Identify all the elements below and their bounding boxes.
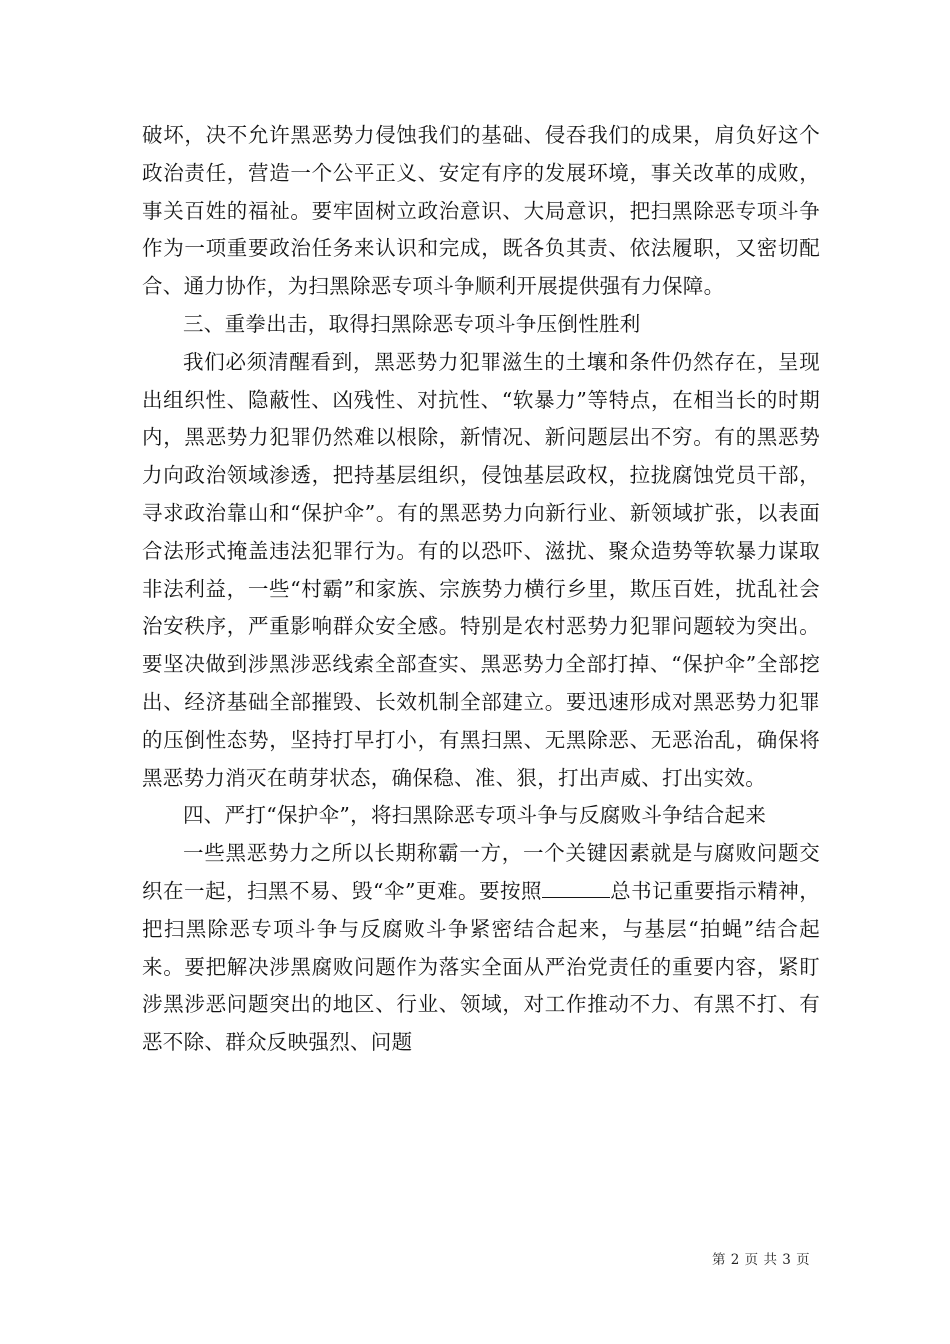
paragraph-section-3: 我们必须清醒看到，黑恶势力犯罪滋生的土壤和条件仍然存在，呈现出组织性、隐蔽性、凶残性、对抗性、“软暴力”等特点，在相当长的时期内，黑恶势力犯罪仍然难以根除，新情况、新问题层出不穷。有的黑恶势力向政治领域渗透，把持基层组织，侵蚀基层政权，拉拢腐蚀党员干部，寻求政治靠山和“保护伞”。有的黑恶势力向新行业、新领域扩张，以表面合法形式掩盖违法犯罪行为。有的以恐吓、滋扰、聚众造势等软暴力谋取非法利益，一些“村霸”和家族、宗族势力横行乡里，欺压百姓，扰乱社会治安秩序，严重影响群众安全感。特别是农村恶势力犯罪问题较为突出。要坚决做到涉黑涉恶线索全部查实、黑恶势力全部打掉、“保护伞”全部挖出、经济基础全部摧毁、长效机制全部建立。要迅速形成对黑恶势力犯罪的压倒性态势，坚持打早打小，有黑扫黑、无黑除恶、无恶治乱，确保将黑恶势力消灭在萌芽状态，确保稳、准、狠，打出声威、打出实效。 [142,349,820,790]
paragraph-continuation: 破坏，决不允许黑恶势力侵蚀我们的基础、侵吞我们的成果，肩负好这个政治责任，营造一个公平正义、安定有序的发展环境，事关改革的成败，事关百姓的福祉。要牢固树立政治意识、大局意识，把扫黑除恶专项斗争作为一项重要政治任务来认识和完成，既各负其责、依法履职，又密切配合、通力协作，为扫黑除恶专项斗争顺利开展提供强有力保障。 [142,123,820,299]
paragraph-section-4 [142,835,820,1062]
section-heading-4: 四、严打“保护伞”，将扫黑除恶专项斗争与反腐败斗争结合起来 [183,803,767,828]
fill-in-blank [542,879,610,898]
document-body [142,117,820,1062]
paragraph-section-4-part1: 一些黑恶势力之所以长期称霸一方，一个关键因素就是与腐败问题交织在一起，扫黑不易、毁“伞”更难。要按照 [142,841,820,903]
page-footer: 第 2 页 共 3 页 [712,1252,811,1268]
paragraph-section-4-part2: 总书记重要指示精神，把扫黑除恶专项斗争与反腐败斗争紧密结合起来，与基层“拍蝇”结合起来。要把解决涉黑腐败问题作为落实全面从严治党责任的重要内容，紧盯涉黑涉恶问题突出的地区、行业、领域，对工作推动不力、有黑不打、有恶不除、群众反映强烈、问题 [142,878,820,1055]
section-heading-3: 三、重拳出击，取得扫黑除恶专项斗争压倒性胜利 [183,311,641,336]
